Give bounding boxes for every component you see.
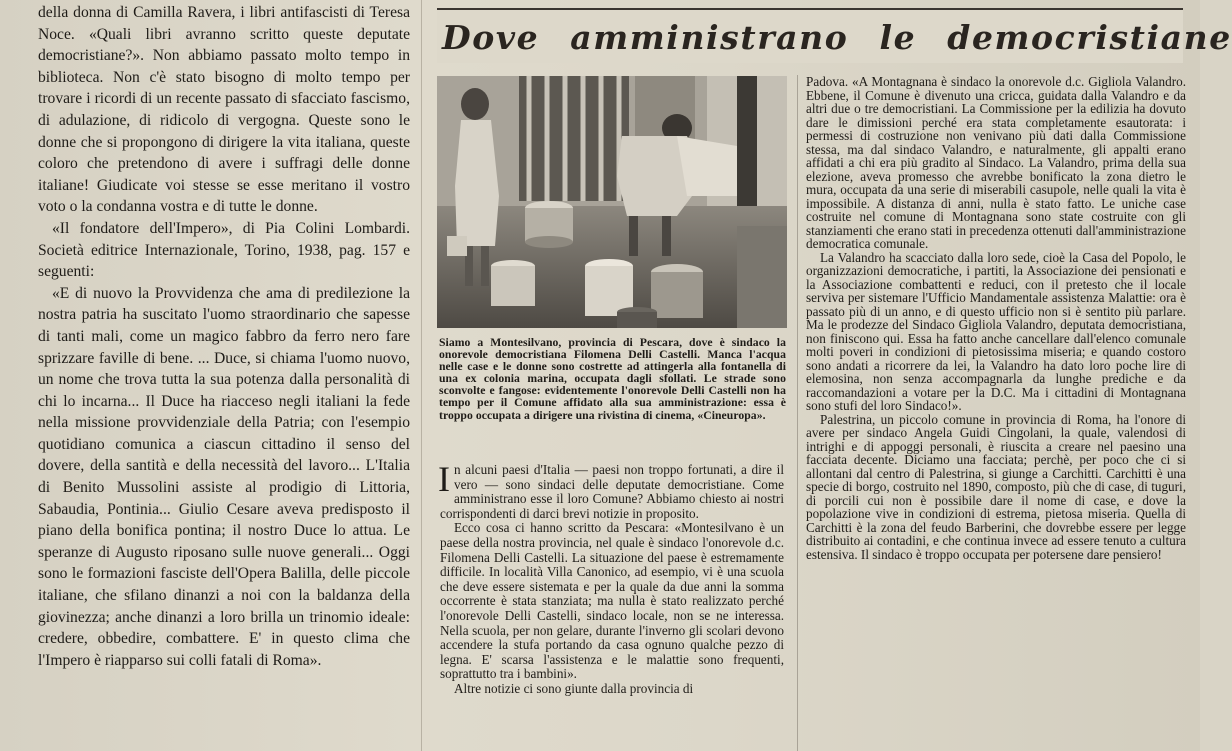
column-divider — [421, 0, 422, 751]
photo-caption: Siamo a Montesilvano, provincia di Pescara, dove è sindaco la onorevole democristiana Filomena Delli Castelli. Manca l'acqua nelle case e le donne sono costrette ad attingerla alla fontanella di una ex colonia marina, occupata dagli sfollati. Le strade sono sconvolte e fangose: evidentemente l'onorevole Delli Castelli non ha tempo per il Comune affidato alla sua amministrazione: essa è troppo occupata a dirigere una rivistina di cinema, «Cineuropa». — [439, 336, 786, 422]
news-photo — [437, 76, 787, 328]
left-paragraph-3: «E di nuovo la Provvidenza che ama di predilezione la nostra patria ha suscitato l'uomo straordinario che sapesse di tanti mali, come un magico fabbro da ferro nero fare sprizzare faville di bene. ... Duce, si chiama l'uomo nuovo, un nome che trova tutta la sua potenza dalla personalità di chi lo incarna... Il Duce ha riacceso negli italiani la fede nella missione provvidenziale della Patria; con l'esempio quotidiano comunica a ciascun cittadino il senso del dovere, della santità e della necessità del lavoro... L'Italia di Benito Mussolini assiste al prodigio di Littoria, Sabaudia, Pontinia... Giulio Cesare aveva predisposto il piano della bonifica pontina; il nostro Duce lo attua. Le speranze di Augusto riposano sulle nuove generali... Oggi sono le formazioni fasciste dell'Opera Balilla, delle piccole italiane, che sfilano dinanzi a noi con la baldanza della giovinezza; anche dinanzi a loro brilla un trinomio ideale: credere, obbedire, combattere. E' in questo clima che l'Impero è riapparso sui colli fatali di Roma». — [38, 284, 410, 669]
photo-women-fetching-water — [437, 76, 787, 328]
right-text-column — [806, 75, 1186, 751]
middle-paragraph-1-text: n alcuni paesi d'Italia — paesi non troppo fortunati, a dire il vero — sono sindaci delle deputate democristiane. Come amministrano esse il loro Comune? Abbiamo chiesto ai nostri corrispondenti di darci brevi notizie in proposito. — [440, 462, 784, 521]
left-paragraph-1: della donna di Camilla Ravera, i libri antifascisti di Teresa Noce. «Quali libri avranno scritto queste deputate democristiane?». Non abbiamo passato molto tempo in biblioteca. Non c'è stato bisogno di molto tempo per trovare i ricordi di un recente passato di sfacciato fascismo, di adulazione, di ridicolo di vergogna. Queste sono le donne che si propongono di dirigere la vita italiana, queste coloro che pretendono di avere i suffragi delle donne italiane! Giudicate voi stesse se esse meritano il vostro voto o la condanna vostra e di tutte le donne. — [38, 4, 410, 216]
right-paragraph-1: Padova. «A Montagnana è sindaco la onorevole d.c. Gigliola Valandro. Ebbene, il Comune è divenuto una cricca, guidata dalla Valandro e da altri due o tre democristiani. La Commissione per la edilizia ha dovuto dare le dimissioni perché era stata completamente esautorata: i permessi di costruzione non venivano più dati dalla Commissione stessa, ma dal sindaco Valandro, e naturalmente, gli appalti erano affidati a chi era più gradito al Sindaco. La Valandro, prima della sua elezione, aveva promesso che avrebbe bonificato la zona dietro le mura, occupata da una serie di miserabili casupole, nelle quali la vita è impossibile. A distanza di anni, nulla è stato fatto. Le uniche case costruite nel comune di Montagnana sono state costruite con gli stanziamenti che erano stati in precedenza ottenuti dall'amministrazione democratica comunale. — [806, 74, 1186, 251]
article-headline: Dove amministrano le democristiane — [442, 18, 1232, 57]
middle-paragraph-3: Altre notizie ci sono giunte dalla provincia di — [454, 680, 694, 696]
middle-text-column — [438, 459, 784, 751]
left-text-column — [38, 2, 410, 751]
right-paragraph-2: La Valandro ha scacciato dalla loro sede, cioè la Casa del Popolo, le organizzazioni democratiche, i partiti, la Associazione dei pensionati e la Associazione combattenti e reduci, con il pretesto che il locale serviva per sistemare l'Ufficio Mandamentale assistenza Malattie: ora è passato più di un anno, e di questo ufficio non si è sentito più parlare. Ma le prodezze del Sindaco Gigliola Valandro, deputata democristiana, non finiscono qui. Essa ha fatto anche cancellare dall'elenco comunale molti poveri in condizioni di pietosissima miseria; e quando costoro sono andati a ricorrere da lei, la Valandro ha dato loro poche lire di elemosina, non senza accompagnarla da lunghe prediche e da raccomandazioni a votare per la D.C. Ma i cittadini di Montagnana sono stufi del loro Sindaco!». — [806, 249, 1186, 413]
right-paragraph-3: Palestrina, un piccolo comune in provincia di Roma, ha l'onore di avere per sindaco Angela Guidi Cingolani, la quale, valendosi di intrighi e di appoggi personali, è riuscita a creare nel paesino una facciata decente. Diciamo una facciata; perchè, per poco che ci si allontani dal centro di Palestrina, si giunge a Carchitti. Carchitti è una specie di borgo, costruito nel 1890, composto, più che di case, di tuguri, di porcili cui non è possibile dare il nome di case, e dove la popolazione vive in condizioni di estrema, pietosa miseria. Quella di Carchitti è la zona del feudo Barberini, che dovrebbe essere per legge distribuito ai contadini, e che continua invece ad essere tenuto a cultura estensiva. Il sindaco è troppo occupata per potersene dare pensiero! — [806, 411, 1186, 562]
middle-paragraph-2: Ecco cosa ci hanno scritto da Pescara: «Montesilvano è un paese della nostra provincia, nel quale è sindaco l'onorevole d.c. Filomena Delli Castelli. La situazione del paese è estremamente difficile. In località Villa Canonico, ad esempio, vi è una scuola che deve essere sistemata e per la quale da due anni la somma occorrente è stata stanziata; ma nulla è stato realizzato perché l'onorevole Delli Castelli, sindaco locale, non se ne interessa. Nella scuola, per non gelare, durante l'inverno gli scolari devono accendere la stufa portando da casa ognuno qualche pezzo di legna. E' scarsa l'assistenza e le malattie sono frequenti, soprattutto tra i bambini». — [440, 520, 784, 682]
middle-paragraph-1 — [438, 459, 784, 521]
column-divider-right — [797, 75, 798, 751]
drop-cap: I — [438, 459, 450, 499]
left-paragraph-2: «Il fondatore dell'Impero», di Pia Colini Lombardi. Società editrice Internazionale, Torino, 1938, pag. 157 e seguenti: — [38, 219, 410, 281]
article-headline-box — [437, 8, 1232, 63]
